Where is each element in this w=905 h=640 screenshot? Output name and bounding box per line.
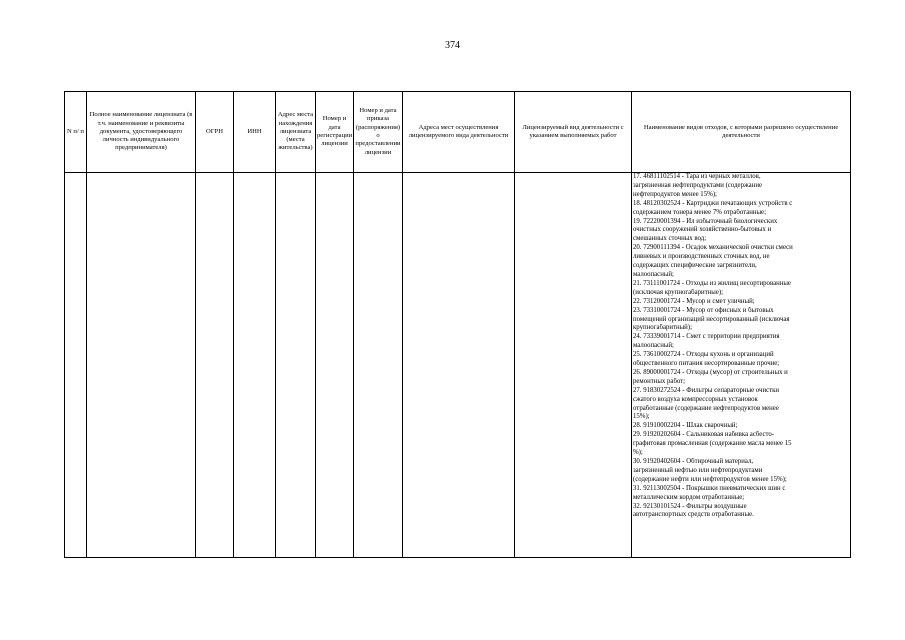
cell-num: [65, 173, 87, 558]
header-licensed-activity: Лицензируемый вид деятельности с указанием выполняемых работ: [515, 92, 632, 173]
waste-line: 24. 73339001714 - Смет с территории предприятия: [633, 333, 780, 341]
license-registry-table: [64, 91, 851, 558]
cell-address: [276, 173, 316, 558]
waste-line: малоопасный;: [633, 342, 674, 350]
waste-line: загрязненная нефтепродуктами (содержание: [633, 181, 762, 189]
waste-line: металлическим кордом отработанные;: [633, 493, 745, 501]
cell-license-number: [316, 173, 354, 558]
waste-line: общественного питания несортированные прочие;: [633, 360, 780, 368]
header-license-number: Номер и дата регистрации лицензии: [316, 92, 354, 173]
waste-line: 23. 73310001724 - Мусор от офисных и бытовых: [633, 306, 774, 314]
waste-line: 25. 73610002724 - Отходы кухонь и организаций: [633, 351, 774, 359]
waste-line: графитовая промасленная (содержание масла менее 15: [633, 440, 792, 448]
header-num: N п/ п: [65, 92, 87, 173]
table-row: [65, 173, 851, 558]
header-activity-address: Адреса мест осуществления лицензируемого вида деятельности: [403, 92, 515, 173]
waste-line: %);: [633, 449, 643, 457]
waste-line: содержащих специфические загрязнители,: [633, 262, 757, 270]
header-licensee-name: Полное наименование лицензиата (в т.ч. наименование и реквизиты документа, удостоверяющего личность индивидуального предпринимателя): [87, 92, 196, 173]
waste-line: 15%);: [633, 413, 650, 421]
waste-line: помещений организаций несортированный (исключая: [633, 315, 790, 323]
waste-line: малоопасный;: [633, 270, 674, 278]
waste-line: 32. 92130101524 - Фильтры воздушные: [633, 502, 747, 510]
cell-waste-types: [632, 173, 851, 558]
waste-line: 30. 91920402604 - Обтирочный материал,: [633, 458, 754, 465]
waste-line: автотранспортных средств отработанные.: [633, 511, 754, 519]
header-waste-types: Наименование видов отходов, с которыми разрешено осуществление деятельности: [632, 92, 851, 173]
waste-line: 17. 46811102514 - Тара из черных металлов,: [633, 173, 761, 180]
waste-line: загрязненный нефтью или нефтепродуктами: [633, 466, 763, 474]
waste-line: смешанных сточных вод;: [633, 235, 707, 243]
header-ogrn: ОГРН: [196, 92, 234, 173]
waste-line: сжатого воздуха компрессорных установок: [633, 395, 758, 403]
waste-line: нефтепродуктов менее 15%);: [633, 190, 717, 198]
header-row: [65, 92, 851, 173]
waste-line: очистных сооружений хозяйственно-бытовых и: [633, 226, 772, 234]
waste-line: (содержание нефти или нефтепродуктов менее 15%);: [633, 475, 787, 483]
waste-line: 26. 89000001724 - Отходы (мусор) от строительных и: [633, 368, 788, 376]
header-address: Адрес места нахождения лицензиата (места жительства): [276, 92, 316, 173]
waste-line: содержанием тонера менее 7% отработанные;: [633, 208, 766, 216]
cell-ogrn: [196, 173, 234, 558]
waste-line: 20. 72900111394 - Осадок механической очистки смеси: [633, 244, 793, 252]
waste-line: 28. 91910002204 - Шлак сварочный;: [633, 422, 738, 430]
cell-licensed-activity: [515, 173, 632, 558]
cell-inn: [234, 173, 276, 558]
waste-line: 21. 73111001724 - Отходы из жилищ несортированные: [633, 279, 791, 287]
waste-line: 27. 91830272524 - Фильтры сепараторные очистки: [633, 386, 780, 394]
waste-line: крупногабаритный);: [633, 324, 692, 332]
waste-line: 18. 48120302524 - Картриджи печатающих устройств с: [633, 199, 793, 207]
cell-activity-address: [403, 173, 515, 558]
cell-licensee-name: [87, 173, 196, 558]
waste-line: 29. 91920202604 - Сальниковая набивка асбесто-: [633, 431, 775, 439]
waste-line: ливневых и производственных сточных вод, не: [633, 253, 770, 261]
waste-line: ремонтных работ;: [633, 377, 686, 385]
waste-line: 22. 73120001724 - Мусор и смет уличный;: [633, 297, 755, 305]
waste-line: 31. 92113002504 - Покрышки пневматических шин с: [633, 484, 786, 492]
cell-order-number: [354, 173, 403, 558]
waste-line: (исключая крупногабаритные);: [633, 288, 724, 296]
header-order-number: Номер и дата приказа (распоряжения) о предоставлении лицензии: [354, 92, 403, 173]
header-inn: ИНН: [234, 92, 276, 173]
waste-line: 19. 72220001394 - Ил избыточный биологических: [633, 217, 778, 225]
waste-line: отработанные (содержание нефтепродуктов менее: [633, 404, 779, 412]
page-number: 374: [445, 40, 460, 51]
